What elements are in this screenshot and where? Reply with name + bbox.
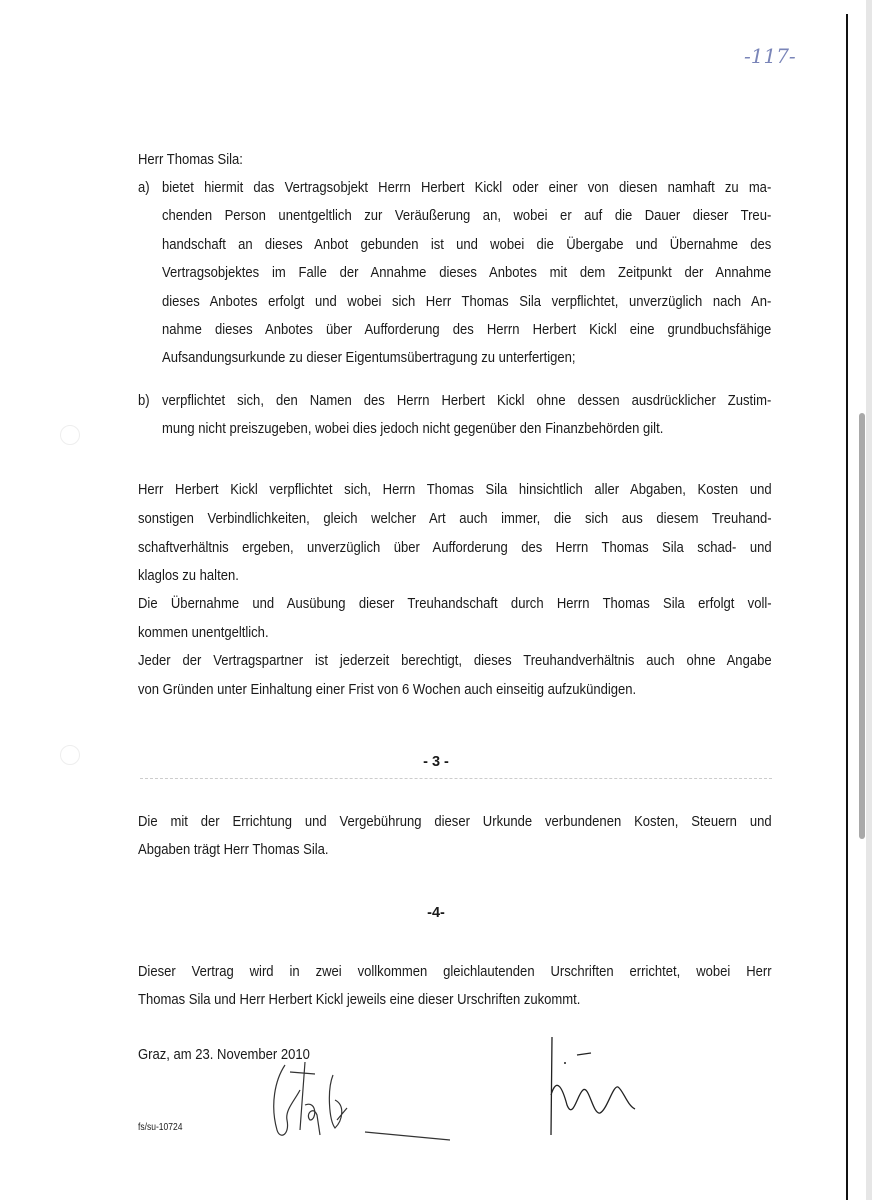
item-b-marker: b) (138, 393, 150, 409)
text-line: Vertragsobjektes im Falle der Annahme dieses Anbotes mit dem Zeitpunkt der Annahme (162, 265, 772, 281)
punch-hole-mark (60, 425, 80, 445)
text-line: von Gründen unter Einhaltung einer Frist von 6 Wochen auch einseitig aufzukündigen. (138, 682, 637, 698)
text-line: Jeder der Vertragspartner ist jederzeit berechtigt, dieses Treuhandverhältnis auch ohne Angabe (138, 653, 772, 669)
text-line: mung nicht preiszugeben, wobei dies jedoch nicht gegenüber den Finanzbehörden gilt. (162, 421, 664, 437)
text-line: Thomas Sila und Herr Herbert Kickl jeweils eine dieser Urschriften zukommt. (138, 992, 581, 1008)
handwritten-page-number: -117- (744, 44, 796, 68)
section-4-heading: -4- (427, 905, 445, 921)
page-edge (846, 14, 848, 1200)
text-line: Herr Herbert Kickl verpflichtet sich, Herrn Thomas Sila hinsichtlich aller Abgaben, Kosten und (138, 482, 772, 498)
text-line: Die Übernahme und Ausübung dieser Treuhandschaft durch Herrn Thomas Sila erfolgt voll- (138, 596, 772, 612)
scan-artifact-line (140, 778, 772, 779)
text-line: Die mit der Errichtung und Vergebührung dieser Urkunde verbundenen Kosten, Steuern und (138, 814, 772, 830)
text-line: schaftverhältnis ergeben, unverzüglich über Aufforderung des Herrn Thomas Sila schad- und (138, 540, 772, 556)
text-line: klaglos zu halten. (138, 568, 239, 584)
text-line: chenden Person unentgeltlich zur Veräußerung an, wobei er auf die Dauer dieser Treu- (162, 208, 772, 224)
text-line: sonstigen Verbindlichkeiten, gleich welcher Art auch immer, die sich aus diesem Treuhand- (138, 511, 772, 527)
text-line: Aufsandungsurkunde zu dieser Eigentumsübertragung zu unterfertigen; (162, 350, 576, 366)
scrollbar-thumb[interactable] (859, 413, 865, 839)
text-line: handschaft an dieses Anbot gebunden ist und wobei die Übergabe und Übernahme des (162, 237, 772, 253)
text-line: dieses Anbotes erfolgt und wobei sich Herr Thomas Sila verpflichtet, unverzüglich nach An- (162, 294, 772, 310)
text-line: bietet hiermit das Vertragsobjekt Herrn Herbert Kickl oder einer von diesen namhaft zu ma- (162, 180, 772, 196)
text-line: Dieser Vertrag wird in zwei vollkommen gleichlautenden Urschriften errichtet, wobei Herr (138, 964, 772, 980)
text-line: kommen unentgeltlich. (138, 625, 269, 641)
reference-code: fs/su-10724 (138, 1122, 183, 1133)
section-3-heading: - 3 - (423, 754, 449, 770)
item-a-marker: a) (138, 180, 150, 196)
signature-herbert-kickl (545, 1035, 685, 1140)
text-line: verpflichtet sich, den Namen des Herrn Herbert Kickl ohne dessen ausdrücklicher Zustim- (162, 393, 772, 409)
place-date: Graz, am 23. November 2010 (138, 1047, 310, 1063)
scrollbar-track[interactable] (866, 0, 872, 1200)
intro-text: Herr Thomas Sila: (138, 152, 243, 168)
text-line: Abgaben trägt Herr Thomas Sila. (138, 842, 329, 858)
text-line: nahme dieses Anbotes über Aufforderung des Herrn Herbert Kickl eine grundbuchsfähige (162, 322, 772, 338)
signature-thomas-sila (255, 1060, 455, 1150)
